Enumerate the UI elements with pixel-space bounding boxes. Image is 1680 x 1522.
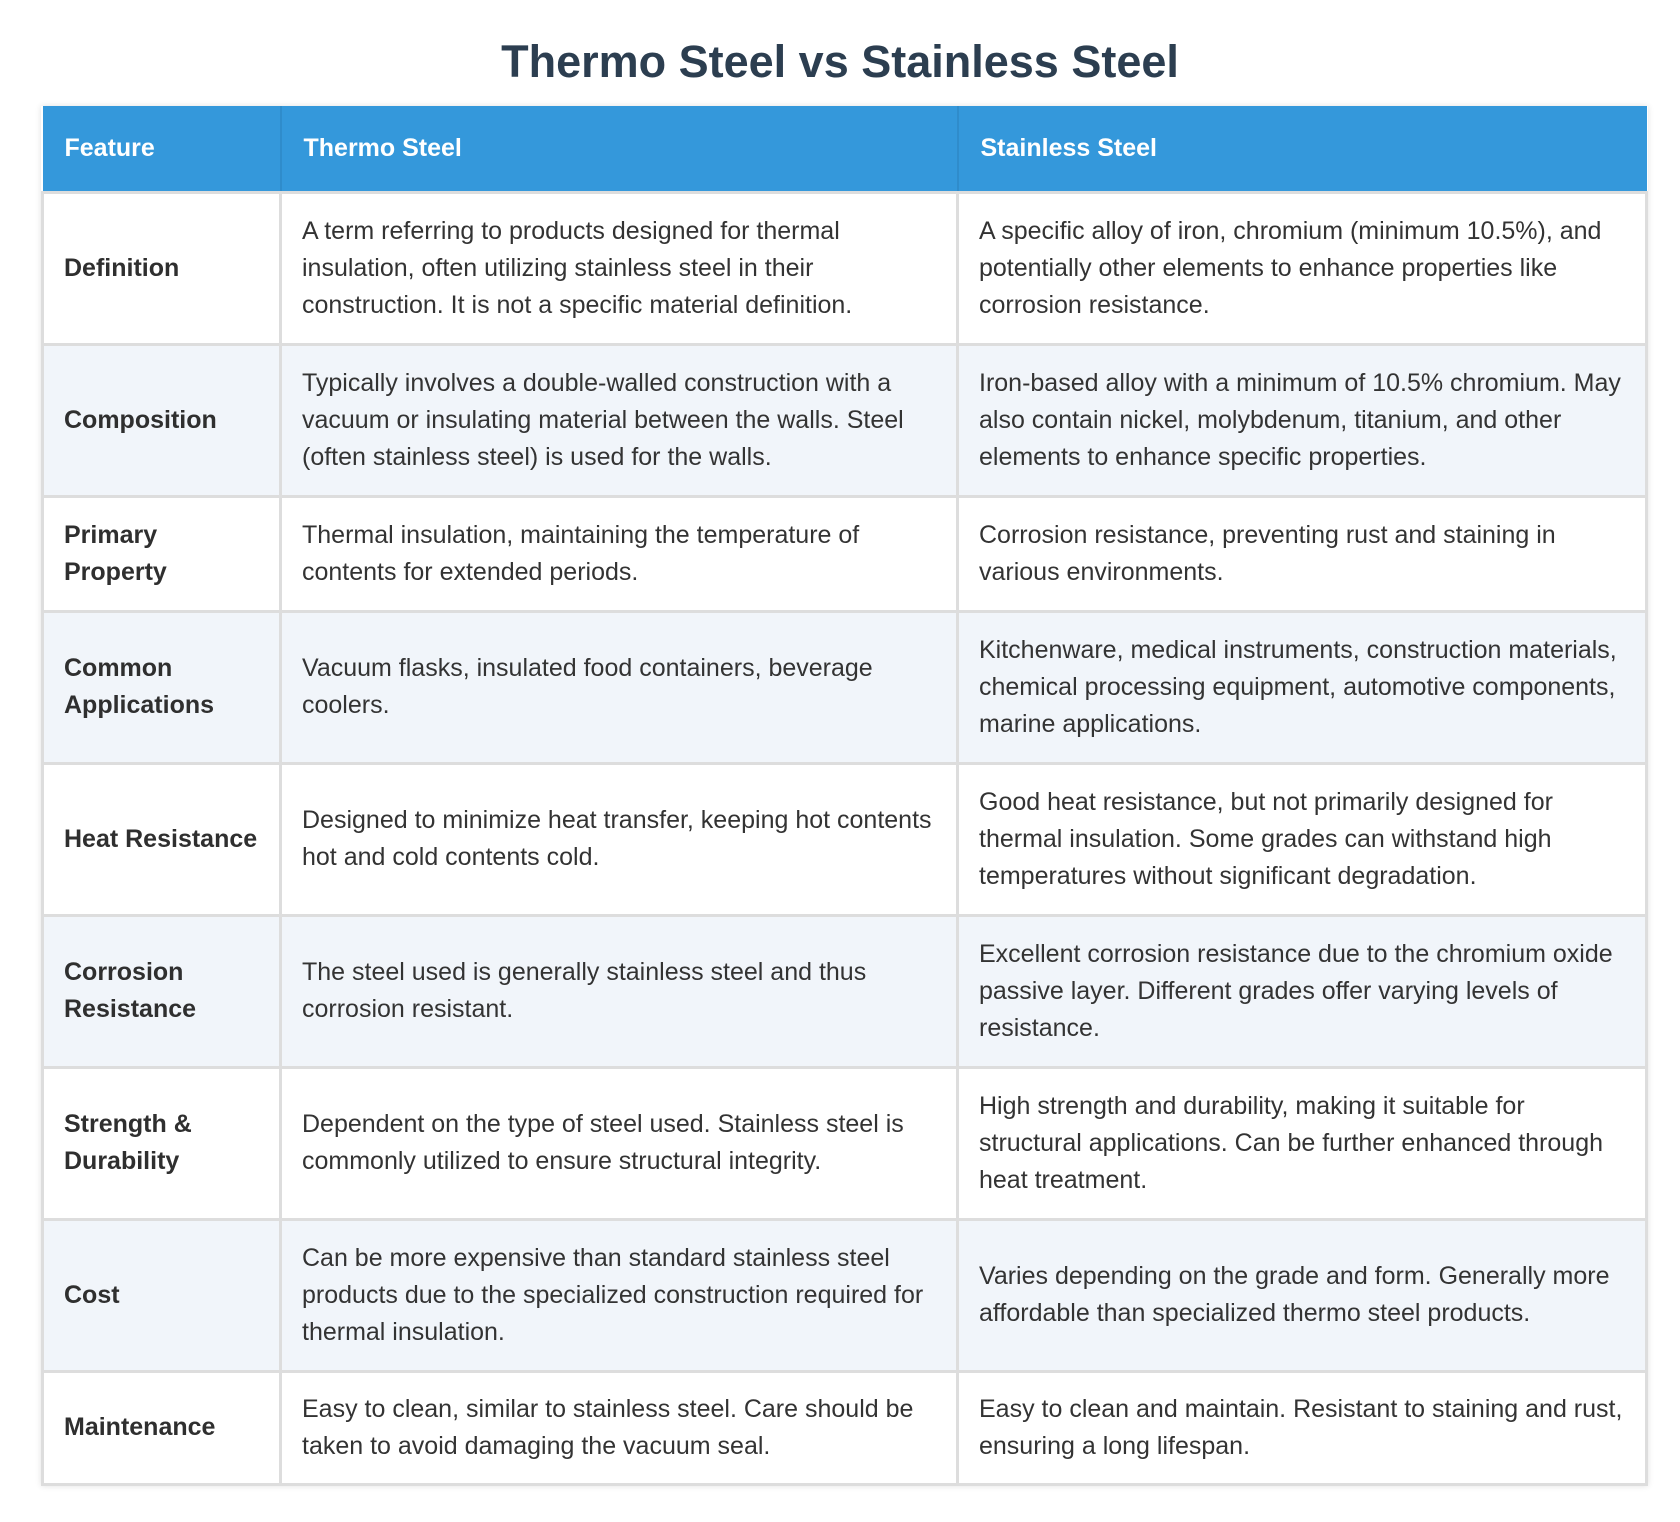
feature-cell: Primary Property <box>43 496 281 611</box>
stainless-cell: High strength and durability, making it suitable for structural applications. Can be further enhanced through heat treatment. <box>958 1067 1647 1219</box>
thermo-cell: Designed to minimize heat transfer, keeping hot contents hot and cold contents cold. <box>281 763 958 915</box>
thermo-cell: A term referring to products designed for thermal insulation, often utilizing stainless steel in their construction. It is not a specific material definition. <box>281 192 958 344</box>
table-row <box>43 915 1647 1067</box>
feature-cell: Maintenance <box>43 1371 281 1484</box>
feature-cell: Heat Resistance <box>43 763 281 915</box>
stainless-cell: Easy to clean and maintain. Resistant to staining and rust, ensuring a long lifespan. <box>958 1371 1647 1484</box>
header-thermo-steel: Thermo Steel <box>281 106 958 192</box>
table-row <box>43 496 1647 611</box>
stainless-cell: Varies depending on the grade and form. Generally more affordable than specialized thermo steel products. <box>958 1219 1647 1371</box>
header-stainless-steel: Stainless Steel <box>958 106 1647 192</box>
table-body <box>43 192 1647 1484</box>
page-title: Thermo Steel vs Stainless Steel <box>501 36 1179 87</box>
table-row <box>43 1067 1647 1219</box>
table-row <box>43 611 1647 763</box>
stainless-cell: Good heat resistance, but not primarily designed for thermal insulation. Some grades can withstand high temperatures without significant degradation. <box>958 763 1647 915</box>
header-row <box>43 106 1647 192</box>
table-row <box>43 1371 1647 1484</box>
stainless-cell: Kitchenware, medical instruments, construction materials, chemical processing equipment, automotive components, marine applications. <box>958 611 1647 763</box>
thermo-cell: Thermal insulation, maintaining the temperature of contents for extended periods. <box>281 496 958 611</box>
feature-cell: Cost <box>43 1219 281 1371</box>
table-row <box>43 344 1647 496</box>
feature-cell: Strength & Durability <box>43 1067 281 1219</box>
thermo-cell: Easy to clean, similar to stainless steel. Care should be taken to avoid damaging the vacuum seal. <box>281 1371 958 1484</box>
comparison-table <box>41 106 1648 1486</box>
feature-cell: Common Applications <box>43 611 281 763</box>
stainless-cell: A specific alloy of iron, chromium (minimum 10.5%), and potentially other elements to enhance properties like corrosion resistance. <box>958 192 1647 344</box>
thermo-cell: Can be more expensive than standard stainless steel products due to the specialized construction required for thermal insulation. <box>281 1219 958 1371</box>
thermo-cell: The steel used is generally stainless steel and thus corrosion resistant. <box>281 915 958 1067</box>
thermo-cell: Dependent on the type of steel used. Stainless steel is commonly utilized to ensure structural integrity. <box>281 1067 958 1219</box>
feature-cell: Corrosion Resistance <box>43 915 281 1067</box>
stainless-cell: Corrosion resistance, preventing rust and staining in various environments. <box>958 496 1647 611</box>
table-row <box>43 1219 1647 1371</box>
stainless-cell: Excellent corrosion resistance due to the chromium oxide passive layer. Different grades offer varying levels of resistance. <box>958 915 1647 1067</box>
table-row <box>43 192 1647 344</box>
header-feature: Feature <box>43 106 281 192</box>
table-row <box>43 763 1647 915</box>
feature-cell: Definition <box>43 192 281 344</box>
feature-cell: Composition <box>43 344 281 496</box>
thermo-cell: Typically involves a double-walled construction with a vacuum or insulating material between the walls. Steel (often stainless steel) is used for the walls. <box>281 344 958 496</box>
thermo-cell: Vacuum flasks, insulated food containers, beverage coolers. <box>281 611 958 763</box>
table-header <box>43 106 1647 192</box>
stainless-cell: Iron-based alloy with a minimum of 10.5% chromium. May also contain nickel, molybdenum, titanium, and other elements to enhance specific properties. <box>958 344 1647 496</box>
